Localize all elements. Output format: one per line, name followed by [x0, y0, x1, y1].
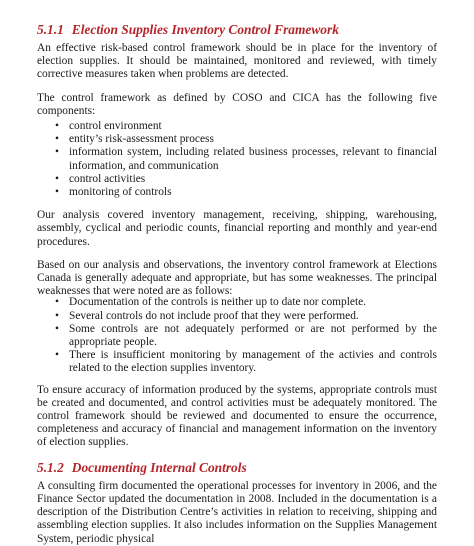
bullet-icon: • — [55, 120, 59, 133]
list-item: • Documentation of the controls is neither up to date nor complete. — [55, 296, 367, 309]
bullet-icon: • — [55, 322, 59, 335]
section-number: 5.1.2 — [37, 459, 64, 475]
paragraph-consulting: A consulting firm documented the operational processes for inventory in 2006, and the Finance Sector updated the documentation in 2008. Included in the documentation is a description of the Distribution Centre’s activities in relation to receiving, shipping and assembling election supplies. It also includes information on the Supplies Management System, periodic physical — [37, 479, 437, 545]
section-heading-5-1-2 — [37, 460, 437, 476]
list-item: • Several controls do not include proof that they were performed. — [55, 309, 359, 322]
components-list — [37, 120, 437, 199]
section-title: Documenting Internal Controls — [71, 459, 247, 475]
paragraph-framework: The control framework as defined by COSO and CICA has the following five components: — [37, 91, 437, 117]
list-item: • control environment — [55, 120, 162, 133]
paragraph-observations: Based on our analysis and observations, the inventory control framework at Elections Canada is generally adequate and appropriate, but has some weaknesses. The principal weaknesses that were noted are as follows: — [37, 258, 437, 298]
list-item: • Some controls are not adequately performed or are not performed by the appropriate people. — [55, 322, 437, 349]
list-item: • entity’s risk-assessment process — [55, 133, 214, 146]
section-heading-5-1-1 — [37, 22, 437, 38]
bullet-icon: • — [55, 146, 59, 159]
paragraph-ensure-accuracy: To ensure accuracy of information produced by the systems, appropriate controls must be created and documented, and control activities must be adequately monitored. The control framework should be reviewed and documented to ensure the occurrence, completeness and accuracy of financial and management information on the inventory of election supplies. — [37, 383, 437, 449]
weaknesses-list — [37, 296, 437, 375]
section-title: Election Supplies Inventory Control Framework — [71, 22, 339, 37]
section-number: 5.1.1 — [37, 22, 64, 37]
list-item: • information system, including related business processes, relevant to financial information, and communication — [55, 146, 437, 172]
list-item: • monitoring of controls — [55, 186, 172, 199]
paragraph-intro: An effective risk-based control framework should be in place for the inventory of election supplies. It should be maintained, monitored and reviewed, with timely corrective measures taken when problems are detected. — [37, 42, 437, 81]
paragraph-analysis: Our analysis covered inventory management, receiving, shipping, warehousing, assembly, cyclical and periodic counts, financial reporting and monthly and year-end procedures. — [37, 209, 437, 248]
bullet-icon: • — [55, 133, 59, 146]
list-item: • control activities — [55, 172, 146, 185]
bullet-icon: • — [55, 172, 59, 185]
bullet-icon: • — [55, 186, 59, 199]
bullet-icon: • — [55, 349, 59, 362]
bullet-icon: • — [55, 296, 59, 309]
bullet-icon: • — [55, 309, 59, 322]
list-item: • There is insufficient monitoring by management of the activies and controls related to the election supplies inventory. — [55, 349, 437, 375]
